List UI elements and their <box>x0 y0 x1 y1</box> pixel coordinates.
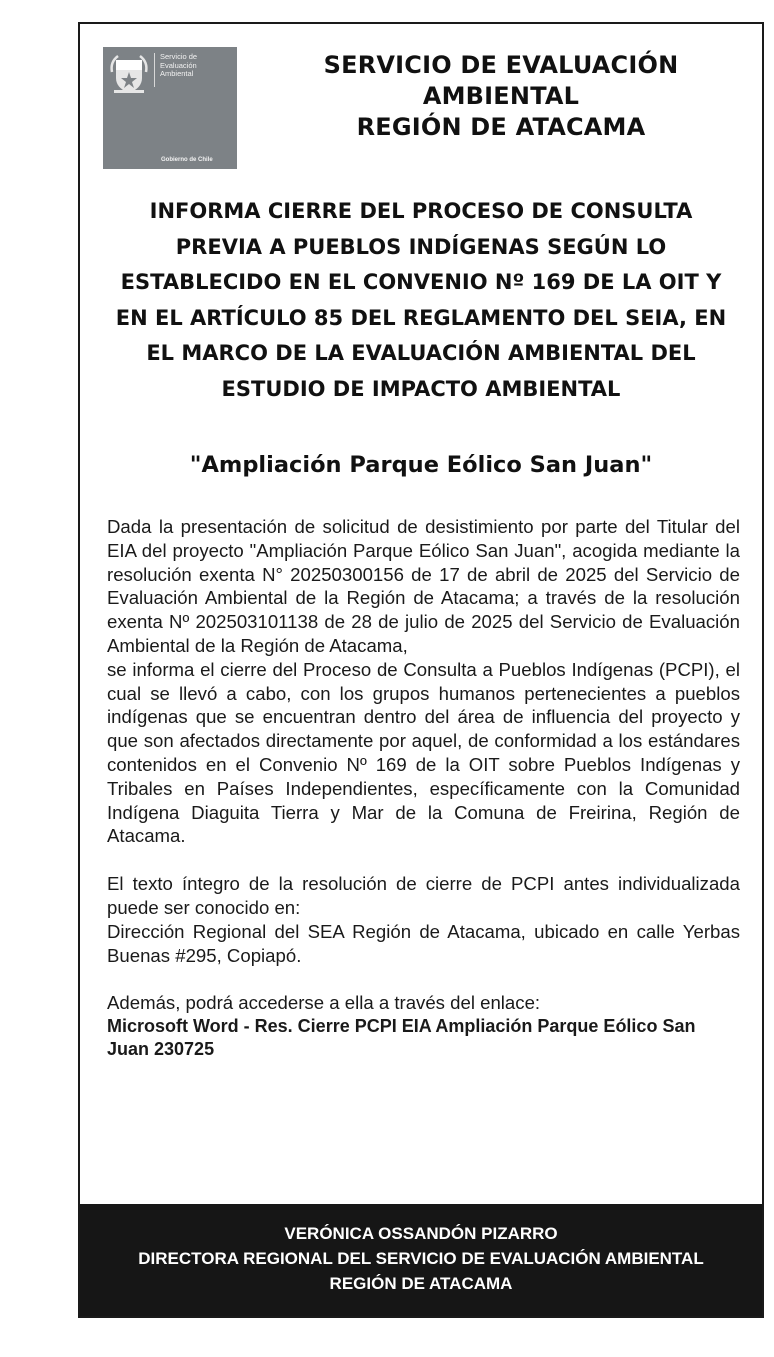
logo-org-name <box>160 53 197 79</box>
announcement-line: EL MARCO DE LA EVALUACIÓN AMBIENTAL DEL <box>146 341 696 366</box>
body-paragraph: Dirección Regional del SEA Región de Atacama, ubicado en calle Yerbas Buenas #295, Copiapó. <box>107 920 740 966</box>
logo-org-line: Servicio de <box>160 52 198 61</box>
logo-divider <box>154 53 155 87</box>
announcement-line: PREVIA A PUEBLOS INDÍGENAS SEGÚN LO <box>175 234 667 259</box>
signature-footer <box>80 1204 762 1316</box>
signatory-role: DIRECTORA REGIONAL DEL SERVICIO DE EVALUACIÓN AMBIENTAL <box>138 1249 704 1268</box>
sea-logo <box>103 47 237 169</box>
header-line: REGIÓN DE ATACAMA <box>356 113 646 141</box>
header-line: AMBIENTAL <box>422 82 580 110</box>
agency-header <box>240 50 762 143</box>
announcement-line: EN EL ARTÍCULO 85 DEL REGLAMENTO DEL SEIA, EN <box>115 305 727 330</box>
header-line: SERVICIO DE EVALUACIÓN <box>323 51 679 79</box>
logo-org-line: Evaluación <box>160 60 197 70</box>
document-link[interactable]: Microsoft Word - Res. Cierre PCPI EIA Ampliación Parque Eólico San Juan 230725 <box>107 1016 696 1059</box>
body-paragraph: El texto íntegro de la resolución de cierre de PCPI antes individualizada puede ser conocido en: <box>107 873 740 918</box>
announcement-line: ESTUDIO DE IMPACTO AMBIENTAL <box>221 376 621 401</box>
notice-body <box>107 515 740 1060</box>
signatory-name: VERÓNICA OSSANDÓN PIZARRO <box>284 1224 558 1243</box>
body-paragraph: Además, podrá accederse a ella a través del enlace: <box>107 992 541 1014</box>
chile-coat-of-arms-icon <box>108 52 150 96</box>
body-paragraph: se informa el cierre del Proceso de Consulta a Pueblos Indígenas (PCPI), el cual se llevó a cabo, con los grupos humanos pertenecientes a pueblos indígenas que se encuentran dentro del área de influencia del proyecto y que son afectados directamente por aquel, de conformidad a los estándares contenidos en el Convenio Nº 169 de la OIT sobre Pueblos Indígenas y Tribales en Países Independientes, específicamente con la Comunidad Indígena Diaguita Tierra y Mar de la Comuna de Freirina, Región de Atacama. <box>107 658 740 847</box>
project-title: "Ampliación Parque Eólico San Juan" <box>189 452 653 478</box>
notice-frame <box>78 22 764 1318</box>
body-paragraph: Dada la presentación de solicitud de desistimiento por parte del Titular del EIA del proyecto "Ampliación Parque Eólico San Juan", acogida mediante la resolución exenta N° 20250300156 de 17 de abril de 2025 del Servicio de Evaluación Ambiental de la Región de Atacama; a través de la resolución exenta Nº 202503101138 de 28 de julio de 2025 del Servicio de Evaluación Ambiental de la Región de Atacama, <box>107 516 740 656</box>
paragraph-spacer <box>107 848 740 872</box>
logo-org-line: Ambiental <box>160 69 194 78</box>
announcement-line: ESTABLECIDO EN EL CONVENIO Nº 169 DE LA OIT Y <box>120 270 722 295</box>
announcement-heading <box>90 194 752 408</box>
announcement-line: INFORMA CIERRE DEL PROCESO DE CONSULTA <box>149 199 693 223</box>
logo-government: Gobierno de Chile <box>161 157 213 163</box>
paragraph-spacer <box>107 967 740 991</box>
signatory-region: REGIÓN DE ATACAMA <box>329 1274 513 1293</box>
